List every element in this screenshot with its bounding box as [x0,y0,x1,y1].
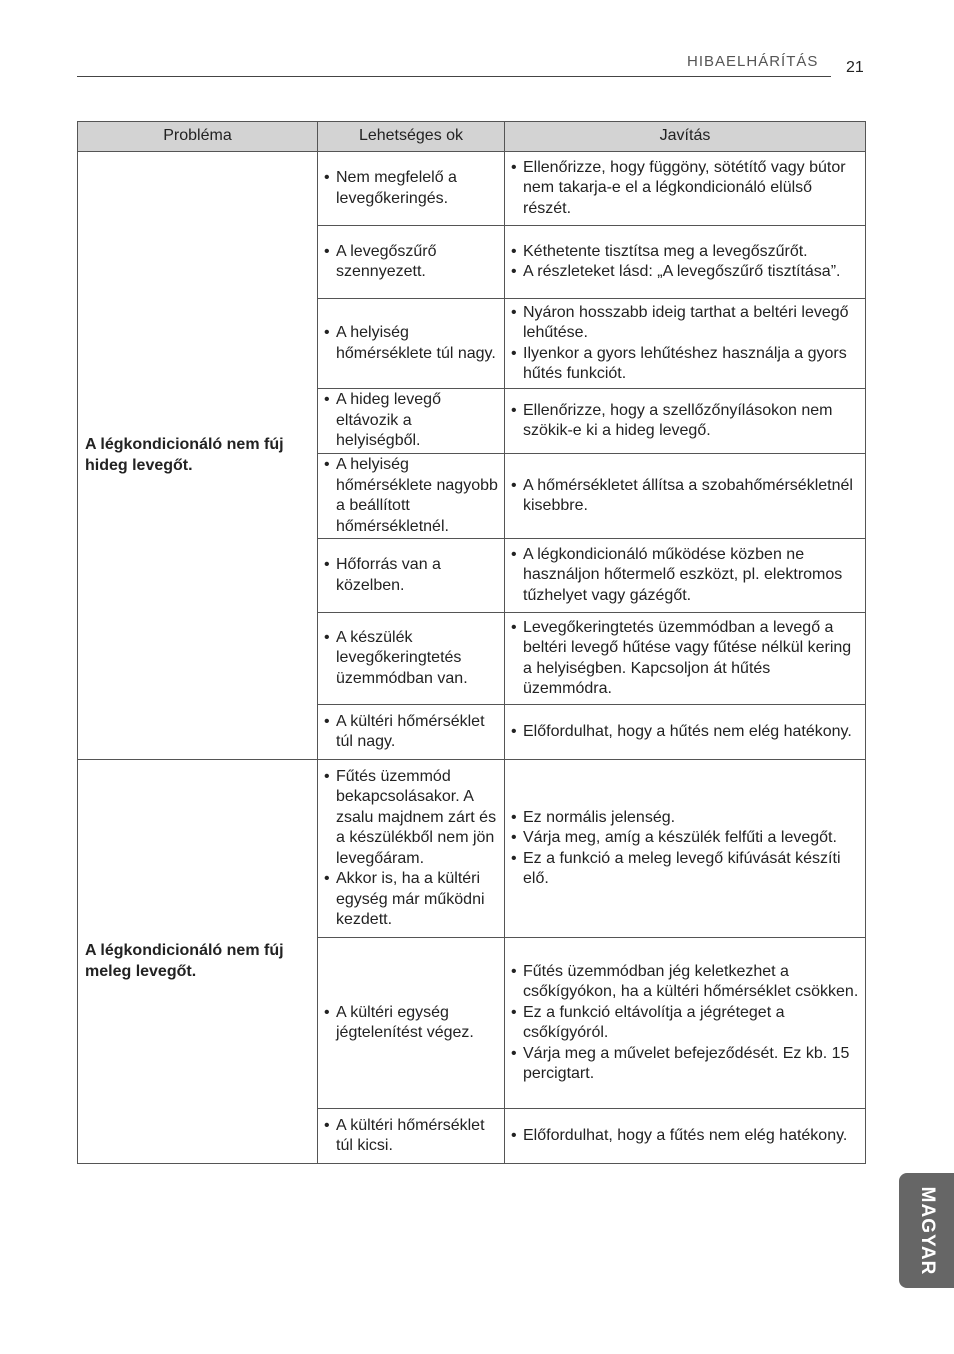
fix-list [511,962,861,1085]
cause-list [324,1003,500,1044]
fix-cell [505,454,866,539]
language-tab-label: MAGYAR [916,1186,938,1275]
fix-list [511,722,861,743]
fix-list [511,618,861,700]
table-row [78,760,866,938]
cause-item: • Nem megfelelő a levegőkeringés. [324,168,500,209]
page-number: 21 [846,59,864,76]
column-header-cause: Lehetséges ok [318,122,505,152]
fix-item: • Nyáron hosszabb ideig tarthat a beltéri levegő lehűtése. [511,303,861,344]
cause-item: • A levegőszűrő szennyezett. [324,242,500,283]
fix-cell [505,613,866,705]
cause-list [324,242,500,283]
fix-item: • Ilyenkor a gyors lehűtéshez használja a gyors hűtés funkciót. [511,344,861,385]
problem-cell: A légkondicionáló nem fúj meleg levegőt. [78,760,318,1164]
cause-cell [318,760,505,938]
cause-cell [318,152,505,226]
cause-cell [318,226,505,299]
cause-item: • A kültéri egység jégtelenítést végez. [324,1003,500,1044]
cause-cell [318,613,505,705]
fix-cell [505,705,866,760]
fix-item: • Ez a funkció a meleg levegő kifúvását készíti elő. [511,849,861,890]
fix-item: • Előfordulhat, hogy a fűtés nem elég hatékony. [511,1126,861,1147]
fix-list [511,401,861,442]
troubleshooting-table [77,121,866,1164]
fix-item: • Levegőkeringtetés üzemmódban a levegő a beltéri levegő hűtése vagy fűtése nélkül kering a helyiségben. Kapcsoljon át hűtés üzemmódra. [511,618,861,700]
cause-list [324,555,500,596]
fix-cell [505,152,866,226]
cause-list [324,168,500,209]
header-divider [77,76,831,77]
column-header-fix: Javítás [505,122,866,152]
fix-cell [505,299,866,389]
fix-item: • Ellenőrizze, hogy a szellőzőnyílásokon nem szökik-e ki a hideg levegő. [511,401,861,442]
cause-item: • Akkor is, ha a kültéri egység már működni kezdett. [324,869,500,931]
fix-cell [505,389,866,454]
fix-item: • Előfordulhat, hogy a hűtés nem elég hatékony. [511,722,861,743]
fix-list [511,808,861,890]
fix-item: • Fűtés üzemmódban jég keletkezhet a csőkígyókon, ha a kültéri hőmérséklet csökken. [511,962,861,1003]
fix-item: • Várja meg a művelet befejeződését. Ez kb. 15 percigtart. [511,1044,861,1085]
problem-cell: A légkondicionáló nem fúj hideg levegőt. [78,152,318,760]
cause-cell [318,1109,505,1164]
fix-cell [505,226,866,299]
cause-list [324,712,500,753]
fix-list [511,1126,861,1147]
table-row [78,152,866,226]
fix-list [511,158,861,220]
column-header-problem: Probléma [78,122,318,152]
fix-list [511,303,861,385]
fix-cell [505,760,866,938]
cause-item: • Hőforrás van a közelben. [324,555,500,596]
fix-item: • Ez a funkció eltávolítja a jégréteget a csőkígyóról. [511,1003,861,1044]
section-title: HIBAELHÁRÍTÁS [687,53,819,70]
fix-item: • A hőmérsékletet állítsa a szobahőmérsékletnél kisebbre. [511,476,861,517]
cause-item: • A készülék levegőkeringtetés üzemmódban van. [324,628,500,690]
fix-item: • Kéthetente tisztítsa meg a levegőszűrőt. [511,242,861,263]
cause-item: • A hideg levegő eltávozik a helyiségből. [324,390,500,452]
cause-cell [318,938,505,1109]
fix-list [511,476,861,517]
fix-cell [505,938,866,1109]
fix-item: • Ez normális jelenség. [511,808,861,829]
cause-cell [318,705,505,760]
cause-cell [318,539,505,613]
table-header-row [78,122,866,152]
cause-list [324,323,500,364]
cause-item: • A helyiség hőmérséklete túl nagy. [324,323,500,364]
fix-list [511,545,861,607]
cause-item: • A helyiség hőmérséklete nagyobb a beállított hőmérsékletnél. [324,455,500,537]
cause-cell [318,389,505,454]
cause-cell [318,454,505,539]
fix-list [511,242,861,283]
cause-item: • Fűtés üzemmód bekapcsolásakor. A zsalu majdnem zárt és a készülékből nem jön levegőáram. [324,767,500,870]
cause-item: • A kültéri hőmérséklet túl nagy. [324,712,500,753]
cause-list [324,1116,500,1157]
cause-list [324,390,500,452]
cause-list [324,628,500,690]
cause-list [324,455,500,537]
fix-item: • A részleteket lásd: „A levegőszűrő tisztítása”. [511,262,861,283]
cause-cell [318,299,505,389]
cause-item: • A kültéri hőmérséklet túl kicsi. [324,1116,500,1157]
fix-item: • A légkondicionáló működése közben ne használjon hőtermelő eszközt, pl. elektromos tűzhelyet vagy gázégőt. [511,545,861,607]
fix-item: • Várja meg, amíg a készülék felfűti a levegőt. [511,828,861,849]
fix-cell [505,1109,866,1164]
fix-cell [505,539,866,613]
fix-item: • Ellenőrizze, hogy függöny, sötétítő vagy bútor nem takarja-e el a légkondicionáló elülső részét. [511,158,861,220]
cause-list [324,767,500,931]
language-tab [899,1173,954,1288]
